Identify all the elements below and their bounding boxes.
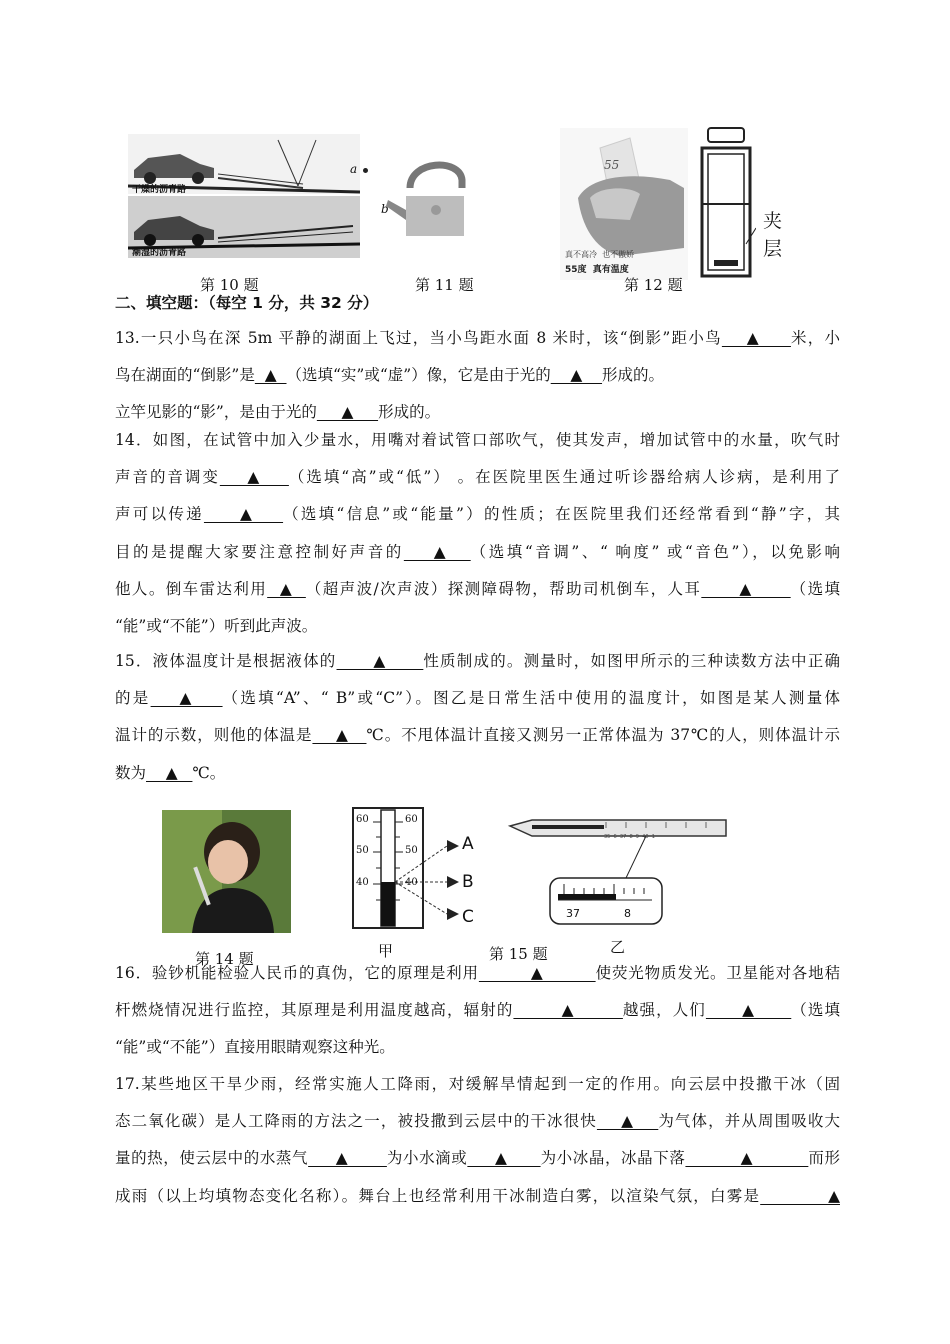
q16-text-1a: 16．验钞机能检验人民币的真伪，它的原理是利用 — [115, 964, 479, 982]
q17-blank-2[interactable]: ▲ — [308, 1149, 387, 1168]
q15-text-2a: 的是 — [115, 689, 151, 708]
q17-text-3b: 为小水滴或 — [386, 1149, 468, 1168]
q14-text-4b: （选填“音调”、“ 响度” 或“音色”），以免影响 — [470, 542, 840, 561]
section-title: 二、填空题：（每空 1 分，共 32 分） — [115, 294, 379, 312]
q13-line-2 — [115, 357, 840, 394]
q14-blank-3[interactable]: ▲ — [403, 542, 471, 561]
q13-text-1b: 米，小 — [790, 329, 840, 347]
q16-line-2 — [115, 992, 840, 1029]
q15-blank-2[interactable]: ▲ — [150, 689, 223, 708]
q13-line-1 — [115, 320, 840, 357]
q15-text-2b: （选填“A”、“ B”或“C”）。图乙是日常生活中使用的温度计，如图是某人测量体 — [222, 689, 840, 708]
road-top-label: 干燥的沥青路 — [132, 185, 187, 195]
q14-text-5b: （超声波/次声波）探测障碍物，帮助司机倒车，人耳 — [305, 579, 702, 598]
q17-text-3c: 为小冰晶，冰晶下落 — [540, 1149, 686, 1168]
zoom-label-37: 37 — [566, 907, 580, 920]
q13-text-1: 13.一只小鸟在深 5m 平静的湖面上飞过，当小鸟距水面 8 米时，该“倒影”距小鸟 — [115, 329, 722, 347]
caption-yi: 乙 — [610, 938, 626, 956]
kettle-icon — [376, 150, 468, 242]
q17-line-3 — [115, 1140, 840, 1177]
caption-q14: 第 14 题 — [195, 950, 254, 968]
q17-blank-5[interactable]: ▲ — [760, 1186, 840, 1205]
q16-blank-2[interactable]: ▲ — [513, 1001, 623, 1020]
q14-blank-1[interactable]: ▲ — [219, 468, 289, 487]
q17-text-2b: 为气体，并从周围吸收大 — [658, 1112, 840, 1131]
q14-line-1 — [115, 422, 840, 459]
scale-50-left: 50 — [356, 845, 369, 856]
q15-blank-4[interactable]: ▲ — [146, 763, 193, 782]
q15-line-4 — [115, 755, 840, 792]
clinical-scale-numbers: 35 6 37 8 9 40 1 — [604, 834, 655, 840]
q15-text-3b: ℃。不甩体温计直接又测另一正常体温为 37℃的人，则体温计示 — [366, 726, 840, 745]
q13-blank-2[interactable]: ▲ — [254, 366, 287, 385]
q13-text-2c: 形成的。 — [602, 366, 665, 385]
q17-blank-3[interactable]: ▲ — [467, 1149, 541, 1168]
question-14 — [115, 422, 840, 645]
q16-line-3 — [115, 1029, 840, 1066]
q14-line-2 — [115, 459, 840, 496]
caption-jia: 甲 — [378, 942, 394, 960]
q14-line-5 — [115, 571, 840, 608]
thermos-icon — [696, 126, 756, 284]
figure-q10-image — [128, 134, 360, 258]
scale-50-right: 50 — [405, 845, 418, 856]
q16-text-1b: 使荧光物质发光。卫星能对各地秸 — [595, 964, 840, 982]
q17-text-3d: 而形 — [808, 1149, 840, 1168]
q13-text-2b: （选填“实”或“虚”）像，它是由于光的 — [286, 366, 551, 385]
eye-icons — [447, 840, 459, 920]
q16-blank-3[interactable]: ▲ — [705, 1001, 792, 1020]
q14-text-3b: （选填“信息”或“能量”）的性质；在医院里我们还经常看到“静”字，其 — [283, 505, 840, 524]
q17-text-2a: 态二氧化碳）是人工降雨的方法之一，被投撒到云层中的干冰很快 — [115, 1112, 597, 1131]
q15-text-1a: 15．液体温度计是根据液体的 — [115, 652, 337, 670]
q15-text-3a: 温计的示数，则他的体温是 — [115, 726, 313, 745]
jacket-label-1: 夹 — [763, 210, 783, 232]
q14-text-1: 14．如图，在试管中加入少量水，用嘴对着试管口部吹气，使其发声，增加试管中的水量，吹气时 — [115, 431, 840, 449]
q17-line-2 — [115, 1103, 840, 1140]
zoom-label-8: 8 — [624, 907, 631, 920]
q15-line-2 — [115, 680, 840, 717]
q13-blank-1[interactable]: ▲ — [721, 329, 791, 347]
q15-line-3 — [115, 717, 840, 754]
q16-text-2a: 杆燃烧情况进行监控，其原理是利用温度越高，辐射的 — [115, 1001, 514, 1020]
q15-text-1b: 性质制成的。测量时，如图甲所示的三种读数方法中正确 — [423, 652, 840, 670]
point-b-label: b — [381, 202, 389, 216]
q17-text-4a: 成雨（以上均填物态变化名称）。舞台上也经常利用干冰制造白雾，以渲染气氛，白雾是 — [115, 1186, 761, 1205]
q15-blank-3[interactable]: ▲ — [312, 726, 367, 745]
clinical-thermometer-icon — [506, 814, 728, 926]
q16-text-3: “能”或“不能”）直接用眼睛观察这种光。 — [115, 1038, 395, 1057]
q13-blank-3[interactable]: ▲ — [550, 366, 603, 385]
q17-line-4 — [115, 1178, 840, 1215]
q14-blank-2[interactable]: ▲ — [203, 505, 284, 524]
q16-text-2b: 越强，人们 — [622, 1001, 706, 1020]
q14-text-4a: 目的是提醒大家要注意控制好声音的 — [115, 542, 404, 561]
question-16 — [115, 955, 840, 1067]
figure-yi-clinical-thermometer — [506, 814, 728, 926]
thermometer-reading: 55 — [604, 158, 620, 172]
q17-line-1 — [115, 1066, 840, 1103]
caption-q12: 第 12 题 — [624, 276, 683, 294]
caption-q15: 第 15 题 — [489, 945, 548, 963]
question-13 — [115, 320, 840, 432]
q16-line-1 — [115, 955, 840, 992]
thermos-diagram — [696, 126, 756, 284]
q15-line-1 — [115, 643, 840, 680]
figure-q11-image — [376, 150, 468, 242]
q14-text-6: “能”或“不能”）听到此声波。 — [115, 616, 318, 635]
q15-blank-1[interactable]: ▲ — [336, 652, 424, 670]
eye-label-a: A — [462, 834, 474, 854]
question-15 — [115, 643, 840, 792]
q15-text-4a: 数为 — [115, 763, 147, 782]
q15-text-4b: ℃。 — [192, 763, 226, 782]
q14-text-5c: （选填 — [790, 579, 840, 598]
q14-blank-4[interactable]: ▲ — [267, 579, 306, 598]
scale-60-right: 60 — [405, 814, 418, 825]
cup-slogan-1: 真不高冷 也不傲娇 — [565, 250, 635, 259]
q14-blank-5[interactable]: ▲ — [701, 579, 791, 598]
q14-line-6 — [115, 608, 840, 645]
point-a-dot — [363, 168, 368, 173]
q14-line-4 — [115, 534, 840, 571]
q17-blank-1[interactable]: ▲ — [596, 1112, 659, 1131]
q14-text-2a: 声音的音调变 — [115, 468, 220, 487]
q14-text-5a: 他人。倒车雷达利用 — [115, 579, 268, 598]
caption-q11: 第 11 题 — [415, 276, 474, 294]
q13-text-2a: 鸟在湖面的“倒影”是 — [115, 366, 255, 385]
q14-text-3a: 声可以传递 — [115, 505, 204, 524]
q13-blank-4[interactable]: ▲ — [316, 403, 379, 422]
q17-text-1: 17.某些地区干旱少雨，经常实施人工降雨，对缓解旱情起到一定的作用。向云层中投撒干冰（固 — [115, 1075, 840, 1093]
girl-blowing-tube-icon — [162, 810, 291, 933]
q14-line-3 — [115, 496, 840, 533]
q13-text-3b: 形成的。 — [378, 403, 441, 422]
caption-q10: 第 10 题 — [200, 276, 259, 294]
jacket-label-2: 层 — [763, 238, 783, 260]
q14-text-2b: （选填“高”或“低”） 。在医院里医生通过听诊器给病人诊病，是利用了 — [288, 468, 840, 487]
figure-q14-photo — [162, 810, 291, 933]
scale-40-left: 40 — [356, 877, 369, 888]
eye-label-c: C — [462, 907, 474, 927]
cup-slogan-2: 55度 真有温度 — [565, 265, 629, 275]
question-17 — [115, 1066, 840, 1215]
q16-blank-1[interactable]: ▲ — [478, 964, 596, 982]
scale-40-right: 40 — [405, 877, 418, 888]
scale-60-left: 60 — [356, 814, 369, 825]
q16-text-2c: （选填 — [791, 1001, 840, 1020]
road-bottom-label: 潮湿的沥青路 — [132, 248, 187, 258]
eye-label-b: B — [462, 872, 474, 892]
q17-blank-4[interactable]: ▲ — [685, 1149, 809, 1168]
q17-text-3a: 量的热，使云层中的水蒸气 — [115, 1149, 309, 1168]
q13-text-3a: 立竿见影的“影”，是由于光的 — [115, 403, 317, 422]
point-a-label: a — [350, 162, 358, 176]
